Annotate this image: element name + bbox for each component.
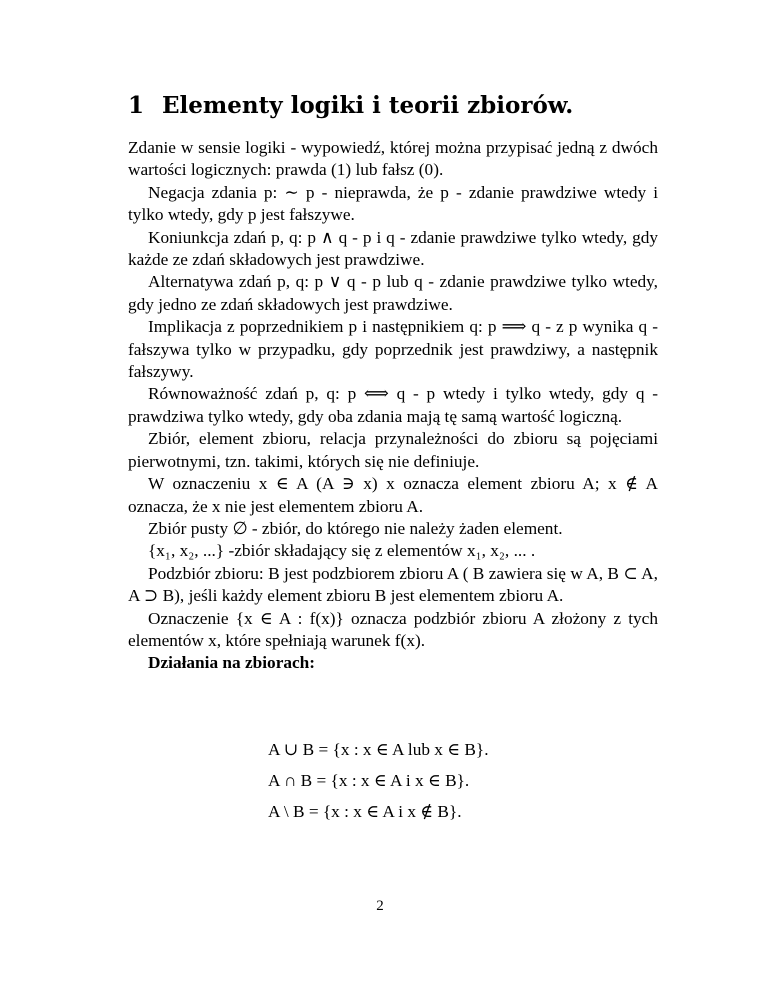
body-text [128, 137, 658, 675]
paragraph-koniunkcja: Koniunkcja zdań p, q: p ∧ q - p i q - zdanie prawdziwe tylko wtedy, gdy każde ze zdań składowych jest prawdziwe. [128, 227, 658, 270]
paragraph-oznaczenie-elementu: W oznaczeniu x ∈ A (A ∋ x) x oznacza element zbioru A; x ∉ A oznacza, że x nie jest elementem zbioru A. [128, 474, 658, 516]
paragraph-zbior-elementow: {x₁, x₂, ...} -zbiór składający się z elementów x₁, x₂, ... . [148, 541, 536, 561]
paragraph-zbior-pusty: Zbiór pusty ∅ - zbiór, do którego nie należy żaden element. [148, 518, 563, 538]
paragraph-rownowaznosc: Równoważność zdań p, q: p ⟺ q - p wtedy i tylko wtedy, gdy q - prawdziwa tylko wtedy, gdy oba zdania mają tę samą wartość logiczną. [128, 384, 658, 426]
paragraph-podzbior: Podzbiór zbioru: B jest podzbiorem zbioru A ( B zawiera się w A, B ⊂ A, A ⊃ B), jeśli każdy element zbioru B jest elementem zbioru A. [128, 563, 658, 606]
paragraph-definition-zdanie: Zdanie w sensie logiki - wypowiedź, której można przypisać jedną z dwóch wartości logicznych: prawda (1) lub fałsz (0). [128, 138, 658, 180]
section-heading [128, 92, 573, 119]
paragraph-oznaczenie-podzbioru: Oznaczenie {x ∈ A : f(x)} oznacza podzbiór zbioru A złożony z tych elementów x, które spełniają warunek f(x). [128, 608, 658, 650]
equation-intersection: A ∩ B = {x : x ∈ A i x ∈ B}. [268, 771, 470, 790]
equations-block [268, 734, 489, 827]
paragraph-implikacja: Implikacja z poprzednikiem p i następnikiem q: p ⟹ q - z p wynika q - fałszywa tylko w przypadku, gdy poprzednik jest prawdziwy, a następnik fałszywy. [128, 317, 658, 382]
subheading-dzialania: Działania na zbiorach: [148, 653, 316, 673]
paragraph-zbior: Zbiór, element zbioru, relacja przynależności do zbioru są pojęciami pierwotnymi, tzn. takimi, których się nie definiuje. [128, 429, 658, 471]
section-number: 1 [128, 92, 145, 119]
equation-difference: A \ B = {x : x ∈ A i x ∉ B}. [268, 802, 462, 821]
page-number: 2 [376, 898, 384, 914]
paragraph-alternatywa: Alternatywa zdań p, q: p ∨ q - p lub q - zdanie prawdziwe tylko wtedy, gdy jedno ze zdań składowych jest prawdziwe. [128, 272, 658, 314]
section-title: Elementy logiki i teorii zbiorów. [162, 92, 574, 119]
paragraph-negacja: Negacja zdania p: ∼ p - nieprawda, że p - zdanie prawdziwe wtedy i tylko wtedy, gdy p jest fałszywe. [128, 182, 658, 225]
equation-union: A ∪ B = {x : x ∈ A lub x ∈ B}. [268, 740, 489, 759]
